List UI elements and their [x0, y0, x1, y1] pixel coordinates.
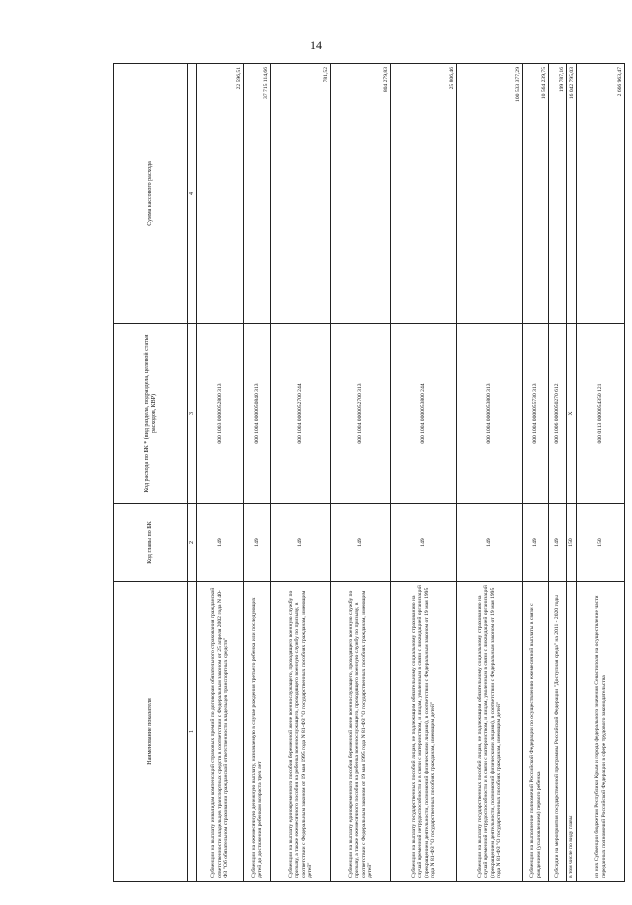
table-row: [391, 64, 457, 882]
row-name: Субвенции на выплату единовременного пособия беременной жене военнослужащего, проходящего военную службу по призыву, а также ежемесячного пособия на ребенка военнослужащего, проходящего военную службу по призыву, в соответствии с Федеральным законом от 19 мая 1995 года N 81-ФЗ "О государственных пособиях гражданам, имеющим детей": [331, 582, 391, 882]
row-code: 149: [271, 504, 331, 582]
column-number: 2: [188, 504, 197, 582]
row-sum: 10 564 239,75: [523, 64, 549, 324]
column-number: 4: [188, 64, 197, 324]
row-sum: 199 787,16: [549, 64, 567, 324]
header-sum: Сумма кассового расхода: [114, 64, 188, 324]
row-name: Субвенции на выплату инвалидам компенсаций страховых премий по договорам обязательного страхования гражданской ответственности владельцев транспортных средств в соответствии с Федеральным законом от 25 апреля 2002 года N 40-ФЗ "Об обязательном страховании гражданской ответственности владельцев транспортных средств": [197, 582, 244, 882]
row-name: Субвенции на ежемесячную денежную выплату, назначаемую в случае рождения третьего ребенка или последующих детей до достижения ребенком возраста трех лет: [244, 582, 271, 882]
column-number: 3: [188, 324, 197, 504]
column-number: 1: [188, 582, 197, 882]
table-row: [244, 64, 271, 882]
row-name: из них Субвенции бюджетам Республики Крым и города федерального значения Севастополя на осуществление части переданных полномочий Российской Федерации в сфере трудового законодательства: [577, 582, 625, 882]
row-name: Субсидии на мероприятия государственной программы Российской Федерации "Доступная среда" на 2011 - 2020 годы: [549, 582, 567, 882]
table-row: [197, 64, 244, 882]
header-kbk: Код расхода по БК * (вид раздела, подраздела, целевой статьи расходов, КВР): [114, 324, 188, 504]
rotated-table-container: [113, 64, 623, 882]
rotated-table: [113, 64, 623, 882]
row-sum: 2 666 963,47: [577, 64, 625, 324]
row-name: Субвенции на выполнение полномочий Российской Федерации по осуществлению ежемесячной выплаты в связи с рождением (усыновлением) первого ребенка: [523, 582, 549, 882]
row-kbk: 000 1004 0000050840 313: [244, 324, 271, 504]
header-name: Наименование показателя: [114, 582, 188, 882]
row-sum: 804 279,83: [331, 64, 391, 324]
header-row: [114, 64, 188, 882]
row-code: 150: [567, 504, 577, 582]
header-code: Код главы по БК: [114, 504, 188, 582]
row-kbk: 000 1004 0000053800 313: [457, 324, 523, 504]
row-kbk: 000 1003 0000052800 313: [197, 324, 244, 504]
row-kbk: 000 0113 0000054350 121: [577, 324, 625, 504]
row-code: 149: [457, 504, 523, 582]
row-sum: 16 042 795,03: [567, 64, 577, 324]
expenditure-table: [113, 63, 625, 882]
row-code: 149: [549, 504, 567, 582]
table-row: [457, 64, 523, 882]
row-code: 149: [197, 504, 244, 582]
row-kbk: 000 1004 0000052700 244: [271, 324, 331, 504]
table-row: [549, 64, 567, 882]
column-number-row: [188, 64, 197, 882]
row-kbk: X: [567, 324, 577, 504]
row-kbk: 000 1006 0000050270 612: [549, 324, 567, 504]
table-body: [197, 64, 625, 882]
row-sum: 37 715 114,66: [244, 64, 271, 324]
row-code: 149: [331, 504, 391, 582]
row-kbk: 000 1004 0000053800 244: [391, 324, 457, 504]
row-kbk: 000 1004 0000052700 313: [331, 324, 391, 504]
row-sum: 781,52: [271, 64, 331, 324]
row-code: 150: [577, 504, 625, 582]
row-name: в том числе по виду главы: [567, 582, 577, 882]
table-row: [577, 64, 625, 882]
row-code: 149: [391, 504, 457, 582]
row-code: 149: [523, 504, 549, 582]
table-row: [271, 64, 331, 882]
table-row: [523, 64, 549, 882]
row-sum: 22 596,51: [197, 64, 244, 324]
row-kbk: 000 1004 0000055730 313: [523, 324, 549, 504]
table-row: [567, 64, 577, 882]
row-name: Субвенции на выплату государственных пособий лицам, не подлежащим обязательному социальному страхованию на случай временной нетрудоспособности и в связи с материнством, и лицам, уволенным в связи с ликвидацией организаций (прекращением деятельности, полномочий физическими лицами), в соответствии с Федеральным законом от 19 мая 1995 года N 81-ФЗ "О государственных пособиях гражданам, имеющим детей": [457, 582, 523, 882]
page-number: 14: [310, 38, 322, 52]
row-code: 149: [244, 504, 271, 582]
table-row: [331, 64, 391, 882]
row-name: Субвенции на выплату государственных пособий лицам, не подлежащим обязательному социальному страхованию на случай временной нетрудоспособности и в связи с материнством, и лицам, уволенным в связи с ликвидацией организаций (прекращением деятельности, полномочий физическими лицами), в соответствии с Федеральным законом от 19 мая 1995 года N 81-ФЗ "О государственных пособиях гражданам, имеющим детей": [391, 582, 457, 882]
row-sum: 25 806,46: [391, 64, 457, 324]
row-name: Субвенции на выплату единовременного пособия беременной жене военнослужащего, проходящего военную службу по призыву, а также ежемесячного пособия на ребенка военнослужащего, проходящего военную службу по призыву, в соответствии с Федеральным законом от 19 мая 1995 года N 81-ФЗ "О государственных пособиях гражданам, имеющим детей": [271, 582, 331, 882]
row-sum: 100 533 377,29: [457, 64, 523, 324]
